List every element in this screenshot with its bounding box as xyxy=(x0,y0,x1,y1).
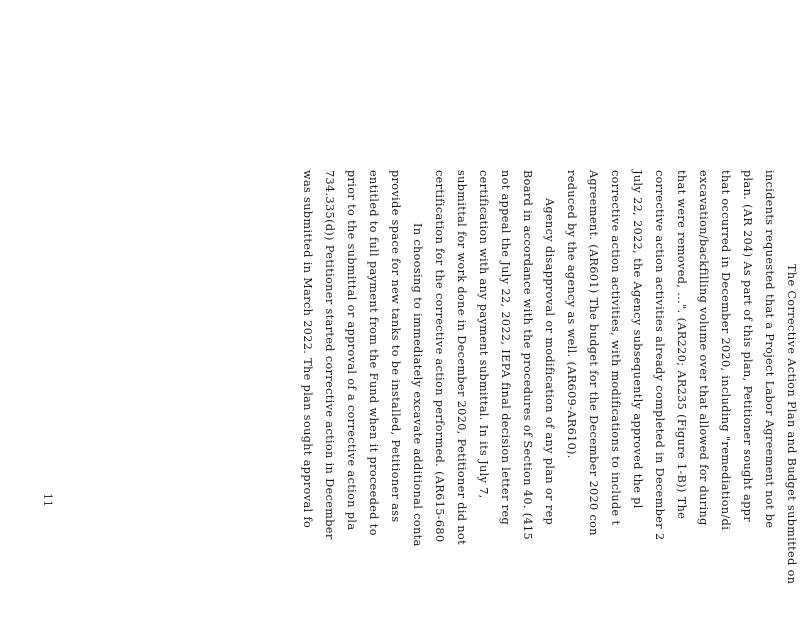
text-line: not appeal the July 22, 2022, IEPA final decision letter reg xyxy=(499,170,512,526)
text-line: Board in accordance with the procedures of Section 40. (415 xyxy=(521,170,534,541)
text-line: submittal for work done in December 2020, Petitioner did not xyxy=(455,170,468,545)
text-line: entitled to full payment from the Fund when it proceeded to xyxy=(367,170,380,536)
text-line: that were removed, ...". (AR220; AR235 (Figure 1-B)) The xyxy=(675,170,688,520)
text-line: corrective action activities, with modifications to include t xyxy=(609,170,622,526)
text-line: Agreement. (AR601) The budget for the December 2020 con xyxy=(587,170,600,536)
text-line: incidents requested that a Project Labor Agreement not be xyxy=(763,170,776,529)
body-text xyxy=(0,166,800,618)
text-line: corrective action activities already completed in December 2 xyxy=(653,170,666,541)
text-line: was submitted in March 2022. The plan sought approval fo xyxy=(301,170,314,529)
page-number: 11 xyxy=(41,493,54,507)
text-line: The Corrective Action Plan and Budget submitted on xyxy=(785,264,798,585)
text-line: prior to the submittal or approval of a corrective action pla xyxy=(345,170,358,531)
text-line: excavation/backfilling volume over that allowed for during xyxy=(697,170,710,526)
text-line: In choosing to immediately excavate additional conta xyxy=(411,223,424,547)
text-line: July 22, 2022, the Agency subsequently approved the pl xyxy=(631,170,644,509)
text-line: Agency disapproval or modification of any plan or rep xyxy=(543,198,556,526)
text-line: certification with any payment submittal. In its July 7, xyxy=(477,170,490,499)
text-line: that occurred in December 2020, including "remediation/di xyxy=(719,170,732,531)
text-line: certification for the corrective action performed. (AR615-680 xyxy=(433,170,446,543)
text-line: provide space for new tanks to be installed, Petitioner ass xyxy=(389,170,402,523)
text-line: 734.335(d)) Petitioner started corrective action in December xyxy=(323,170,336,540)
text-line: reduced by the agency as well. (AR609-AR610). xyxy=(565,170,578,459)
text-line: plan. (AR 204) As part of this plan, Petitioner sought appr xyxy=(741,170,754,523)
